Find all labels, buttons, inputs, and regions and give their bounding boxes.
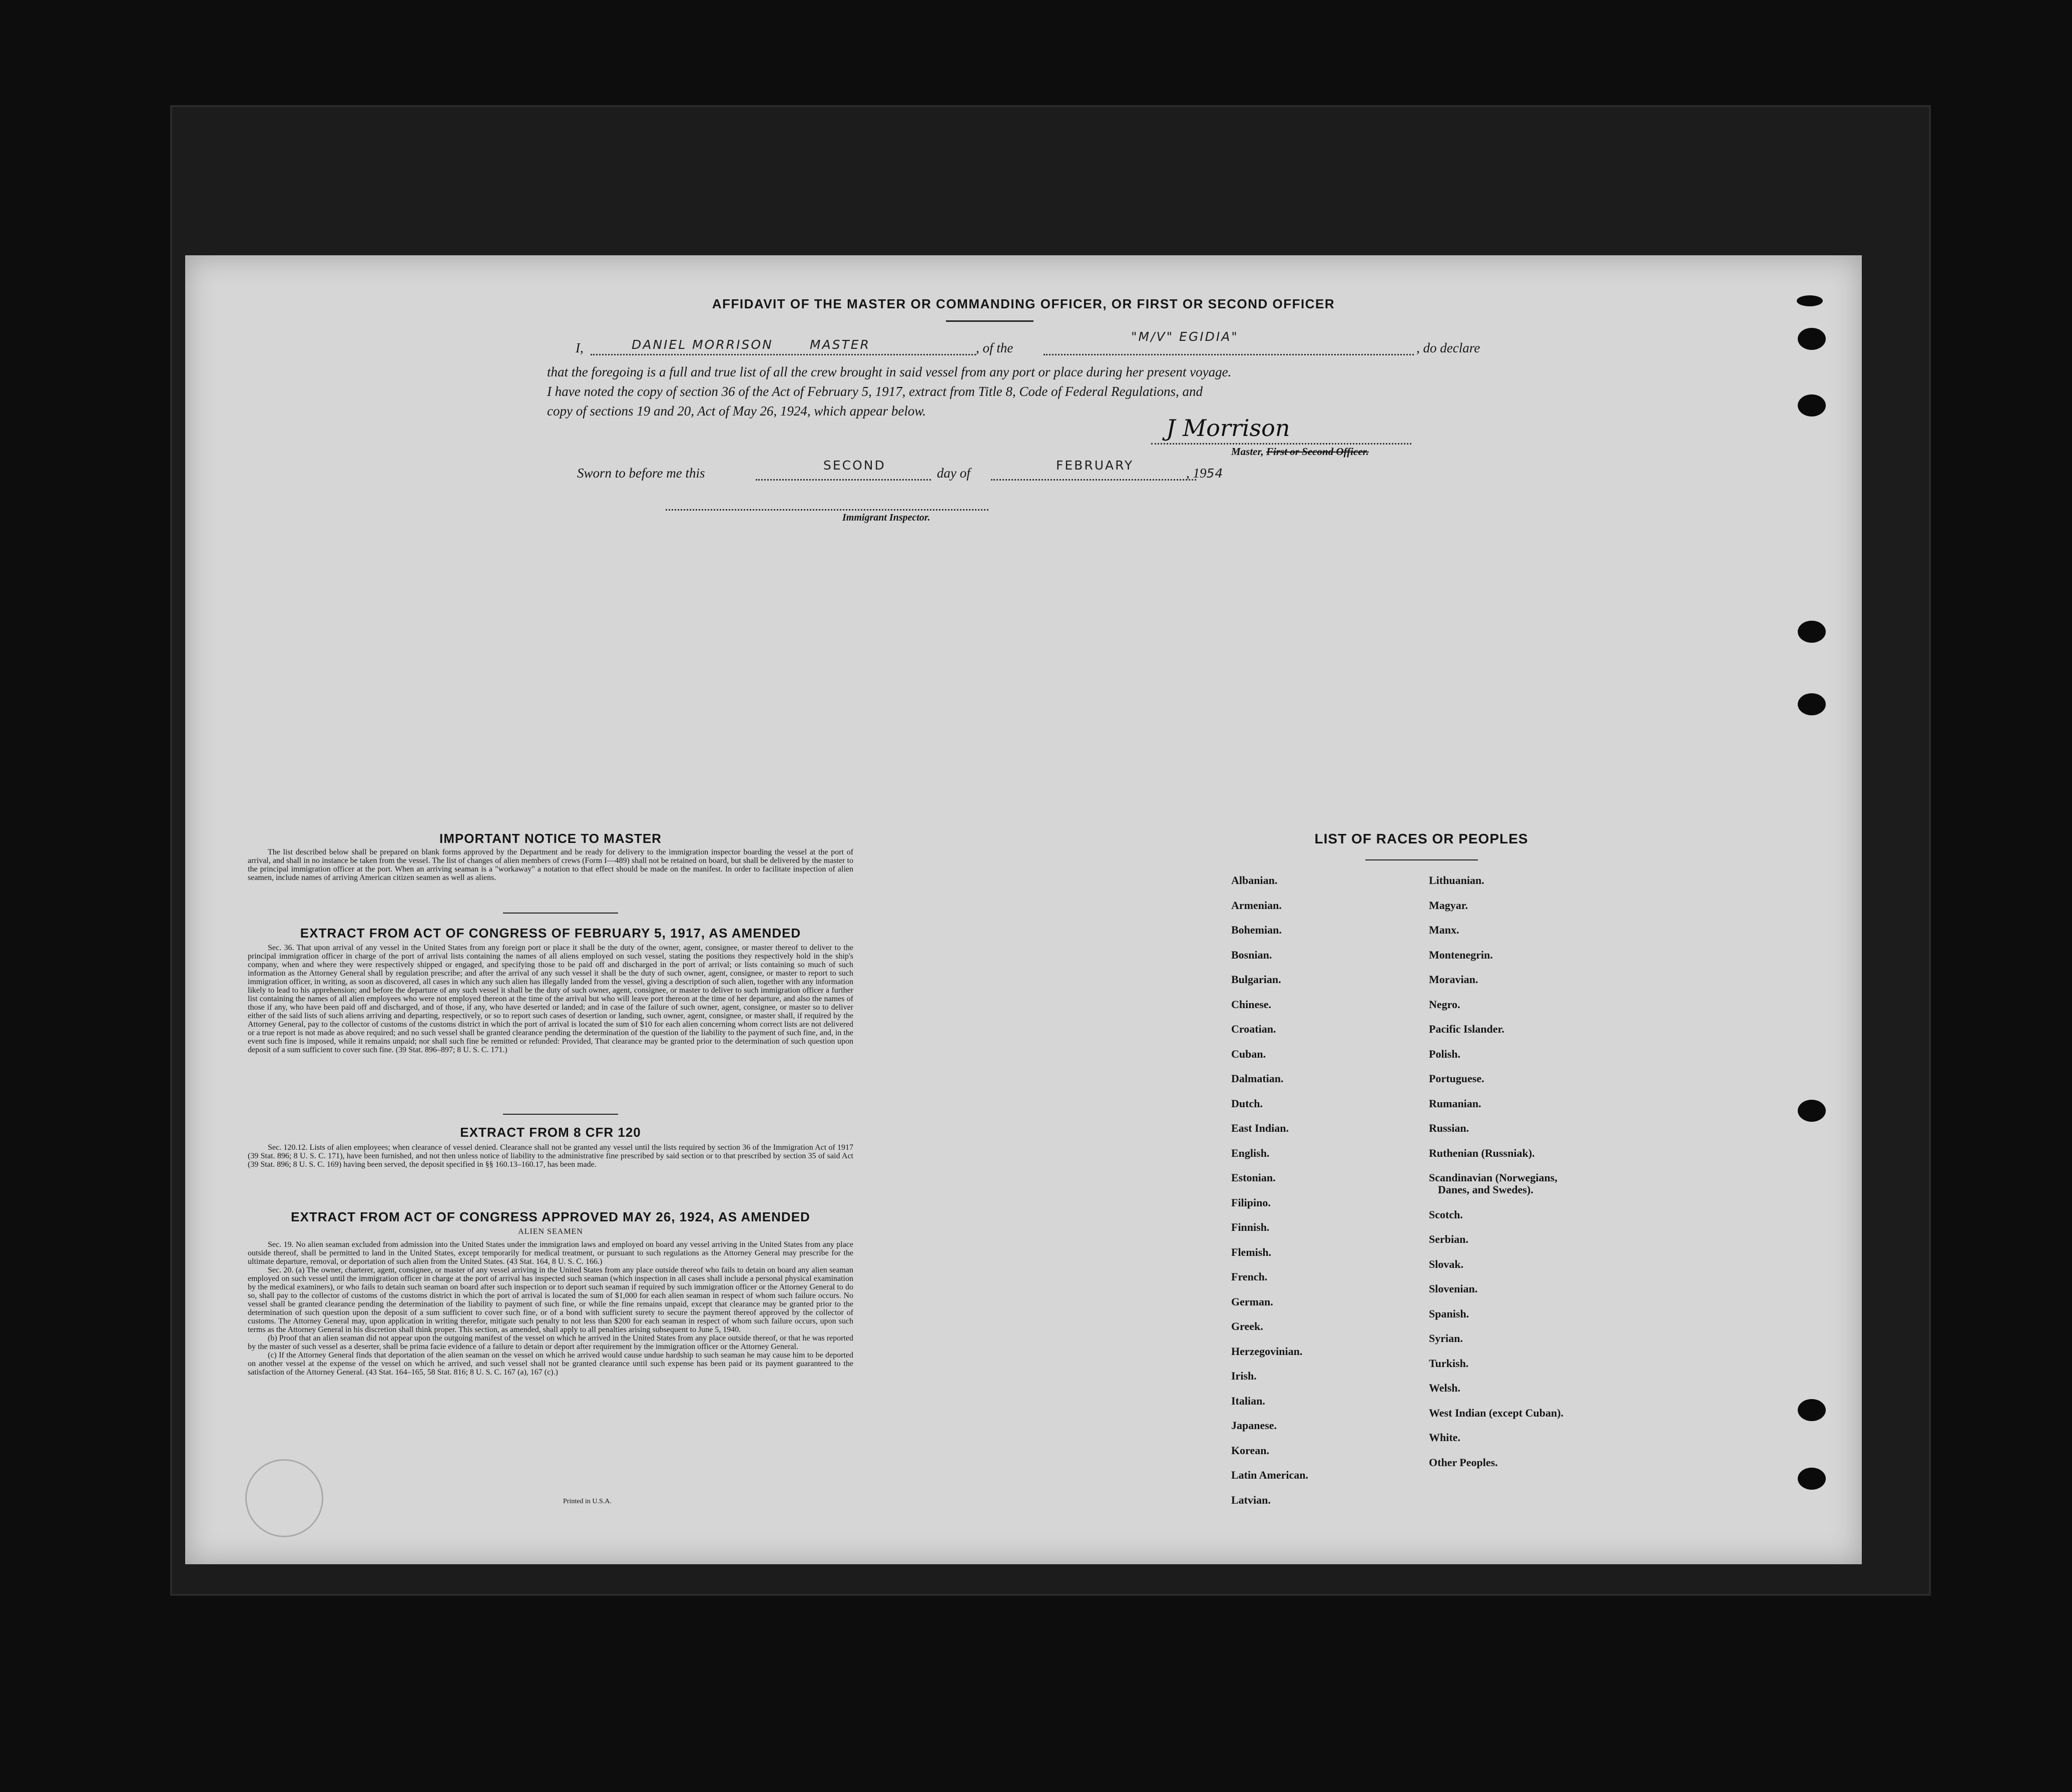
punch-hole — [1798, 1399, 1826, 1421]
race-item: Croatian. — [1231, 1023, 1276, 1035]
section-19-paragraph: Sec. 19. No alien seaman excluded from admission into the United States under the immigration laws and employed on board any vessel arriving in the United States from any place outside thereof, shall be permitted to land in the United States, except temporarily for medical treatment, or pursuant to such regulations as the Attorney General may prescribe for the ultimate departure, removal, or deportation of such alien from the United States. (43 Stat. 164, 8 U. S. C. 166.) — [248, 1240, 853, 1266]
master-name: DANIEL MORRISON — [632, 337, 773, 352]
line1-prefix: I, — [576, 340, 584, 355]
race-item: German. — [1231, 1295, 1273, 1308]
sworn-day: SECOND — [823, 458, 886, 473]
race-item: Montenegrin. — [1429, 948, 1493, 961]
race-item: Polish. — [1429, 1047, 1460, 1060]
race-item: Serbian. — [1429, 1233, 1468, 1245]
notice-title: IMPORTANT NOTICE TO MASTER — [439, 831, 662, 846]
signature-label — [1231, 445, 1369, 458]
race-item: Dutch. — [1231, 1097, 1263, 1110]
section-20b-paragraph: (b) Proof that an alien seaman did not appear upon the outgoing manifest of the vessel on which he arrived in the United States from any place outside thereof, or that he was reported by the master of such vessel as a deserter, shall be prima facie evidence of a failure to detain or deport after requirement by the immigration officer or the Attorney General. — [248, 1334, 853, 1351]
race-item: Flemish. — [1231, 1245, 1272, 1258]
race-item: Spanish. — [1429, 1307, 1469, 1320]
signature-dotline — [1151, 443, 1411, 444]
notice-paragraph: The list described below shall be prepared on blank forms approved by the Department and be ready for delivery to the immigration inspector boarding the vessel at the port of arrival, and shall in no instance be taken from the vessel. The list of changes of alien members of crews (Form I—489) shall not be retained on board, but shall be delivered by the master to the principal immigration officer at the port. When an arriving seaman is a "workaway" a notation to that effect should be made on the manifest. In order to facilitate inspection of alien seamen, include names of arriving American citizen seamen as well as aliens. — [248, 848, 853, 882]
of-the-text: , of the — [976, 340, 1013, 355]
race-item: Rumanian. — [1429, 1097, 1481, 1110]
race-item: Magyar. — [1429, 899, 1468, 912]
race-item: East Indian. — [1231, 1122, 1289, 1134]
punch-hole — [1798, 1100, 1826, 1122]
vessel-name: "M/V" EGIDIA" — [1131, 329, 1239, 344]
race-item: French. — [1231, 1270, 1268, 1283]
race-item: Italian. — [1231, 1394, 1265, 1407]
race-item: Turkish. — [1429, 1357, 1469, 1370]
year-suffix: 54 — [1206, 466, 1224, 481]
race-item: Slovak. — [1429, 1257, 1464, 1270]
affidavit-line1 — [576, 329, 1526, 360]
race-item: Pacific Islander. — [1429, 1023, 1504, 1035]
race-item: Finnish. — [1231, 1221, 1270, 1233]
affidavit-line3: I have noted the copy of section 36 of the Act of February 5, 1917, extract from Title 8, Code of Federal Regulations, and — [547, 384, 1203, 399]
signature-label-struck: First or Second Officer. — [1266, 445, 1369, 458]
inspector-dotline — [666, 509, 988, 511]
master-signature: J Morrison — [1166, 414, 1290, 441]
extract-1924-title: EXTRACT FROM ACT OF CONGRESS APPROVED MAY 26, 1924, AS AMENDED — [291, 1209, 810, 1224]
race-item: Welsh. — [1429, 1382, 1460, 1394]
section-20a-paragraph: Sec. 20. (a) The owner, charterer, agent, consignee, or master of any vessel arriving in the United States from any place outside thereof who fails to detain on board any alien seaman employed on such vessel until the immigration officer in charge at the port of arrival has inspected such seaman (which inspection in all cases shall include a personal physical examination by the medical examiners), or who fails to detain such seaman on board after such inspection or to deport such seaman if required by such immigration officer or the Attorney General to do so, shall pay to the collector of customs of the customs district in which the port of arrival is located the sum of $1,000 for each alien seaman in respect of whom such failure occurs. No vessel shall be granted clearance pending the determination of the liability to payment of such fine, or while the fine remains unpaid, except that clearance may be granted prior to the determination of such question upon the deposit of a sum sufficient to cover such fine, or of a bond with sufficient surety to secure the payment thereof approved by the collector of customs. The Attorney General may, upon application in writing therefor, mitigate such penalty to not less than $200 for each seaman in respect of whom such failure occurs, upon such terms as the Attorney General in his discretion shall think proper. This section, as amended, shall apply to all penalties arising subsequent to June 5, 1940. — [248, 1266, 853, 1334]
sworn-month: FEBRUARY — [1056, 458, 1134, 473]
race-item: Lithuanian. — [1429, 874, 1484, 886]
punch-hole — [1798, 621, 1826, 643]
sworn-prefix: Sworn to before me this — [577, 466, 705, 481]
punch-hole — [1798, 328, 1826, 350]
race-item: Moravian. — [1429, 973, 1478, 986]
extract-1917-paragraph: Sec. 36. That upon arrival of any vessel in the United States from any foreign port or place it shall be the duty of the owner, agent, consignee, or master thereof to deliver to the principal immigration officer in charge of the port of arrival lists containing the names of all aliens employed on such vessel, stating the positions they respectively hold in the ship's company, when and where they were respectively shipped or engaged, and specifying those to be paid off and discharged in the port of arrival; or lists containing so much of such information as the Attorney General shall by regulation prescribe; and after the arrival of any such vessel it shall be the duty of such owner, agent, consignee, or master to report to such immigration officer, in writing, as soon as discovered, all cases in which any such alien has illegally landed from the vessel, giving a description of such alien, together with any information likely to lead to his apprehension; and before the departure of any such vessel it shall be the duty of such owner, agent, consignee, or master to deliver to such immigration officer a further list containing the names of all alien employees who were not employed thereon at the time of the arrival but who will leave port thereon at the time of her departure, and also the names of those if any, who have been paid off and discharged, and of those, if any, who have deserted or landed; and in case of the failure of such owner, agent, consignee, or master so to deliver either of the said lists of such aliens arriving and departing, respectively, or so to report such cases of desertion or landing, such owner, agent, consignee, or master shall, if required by the Attorney General, pay to the collector of customs of the customs district in which the port of arrival is located the sum of $10 for each alien concerning whom correct lists are not delivered or a true report is not made as above required; and no such vessel shall be granted clearance pending the determination of the question of the liability to the payment of such fine, and, in the event such fine is imposed, while it remains unpaid; nor shall such fine be remitted or refunded: Provided, That clearance may be granted prior to the determination of such question upon deposit of a sum sufficient to cover such fine. (39 Stat. 896–897; 8 U. S. C. 171.) — [248, 944, 853, 1054]
affidavit-title: AFFIDAVIT OF THE MASTER OR COMMANDING OFFICER, OR FIRST OR SECOND OFFICER — [712, 296, 1335, 311]
race-item: Russian. — [1429, 1122, 1469, 1134]
race-item: Dalmatian. — [1231, 1072, 1284, 1085]
extract-1924-subtitle: ALIEN SEAMEN — [518, 1227, 583, 1236]
race-item: Filipino. — [1231, 1196, 1271, 1209]
inspector-label: Immigrant Inspector. — [842, 512, 930, 523]
race-item: Portuguese. — [1429, 1072, 1484, 1085]
race-item: Manx. — [1429, 924, 1459, 936]
race-item: Irish. — [1231, 1370, 1257, 1382]
extract-8cfr-paragraph: Sec. 120.12. Lists of alien employees; when clearance of vessel denied. Clearance shall not be granted any vessel until the lists required by section 36 of the Immigration Act of 1917 (39 Stat. 896; 8 U. S. C. 171), have been furnished, and not then unless notice of liability to the administrative fine prescribed by said section or to that prescribed by section 35 of said Act (39 Stat. 896; 8 U. S. C. 169) having been served, the deposit specified in §§ 160.13–160.17, has been made. — [248, 1143, 853, 1169]
race-item: Cuban. — [1231, 1047, 1266, 1060]
race-item: Other Peoples. — [1429, 1456, 1498, 1469]
extract-1917-rule — [503, 1114, 618, 1115]
race-item: White. — [1429, 1431, 1460, 1444]
race-item: Latin American. — [1231, 1469, 1308, 1481]
race-item: Chinese. — [1231, 998, 1272, 1011]
races-rule — [1365, 859, 1478, 860]
race-item: Albanian. — [1231, 874, 1278, 886]
races-col-2 — [1429, 874, 1564, 1481]
race-item: Syrian. — [1429, 1332, 1463, 1345]
section-20c-paragraph: (c) If the Attorney General finds that deportation of the alien seaman on the vessel on which he arrived would cause undue hardship to such seaman he may cause him to be deported on another vessel at the expense of the vessel on which he arrived, and such vessel shall not be granted clearance until such expense has been paid or its payment guaranteed to the satisfaction of the Attorney General. (43 Stat. 164–165, 58 Stat. 816; 8 U. S. C. 167 (a), 167 (c).) — [248, 1351, 853, 1377]
race-item: Greek. — [1231, 1320, 1263, 1332]
name-dotline — [591, 354, 976, 355]
sworn-year — [1186, 466, 1223, 481]
race-item: Scotch. — [1429, 1208, 1463, 1221]
race-item: Herzegovinian. — [1231, 1345, 1303, 1358]
extract-1917-title: EXTRACT FROM ACT OF CONGRESS OF FEBRUARY 5, 1917, AS AMENDED — [300, 926, 801, 941]
notice-rule — [503, 913, 618, 914]
race-item: Bosnian. — [1231, 948, 1272, 961]
race-item: Negro. — [1429, 998, 1460, 1011]
race-item: Slovenian. — [1429, 1282, 1478, 1295]
printed-in-usa: Printed in U.S.A. — [563, 1498, 612, 1505]
notice-text — [248, 848, 853, 882]
race-item: Bohemian. — [1231, 924, 1282, 936]
punch-hole — [1798, 394, 1826, 416]
document-page — [185, 255, 1862, 1564]
race-item: Korean. — [1231, 1444, 1269, 1457]
race-item: English. — [1231, 1146, 1270, 1159]
races-title: LIST OF RACES OR PEOPLES — [1314, 831, 1528, 846]
punch-hole — [1798, 693, 1826, 715]
race-item: Latvian. — [1231, 1493, 1271, 1506]
race-item: Japanese. — [1231, 1419, 1277, 1432]
race-item: Scandinavian (Norwegians, — [1429, 1171, 1558, 1184]
punch-hole — [1798, 1468, 1826, 1490]
race-item: Ruthenian (Russniak). — [1429, 1146, 1535, 1159]
do-declare-text: , do declare — [1416, 340, 1480, 355]
affidavit-line4: copy of sections 19 and 20, Act of May 26, 1924, which appear below. — [547, 403, 926, 418]
race-item: Danes, and Swedes). — [1438, 1183, 1533, 1196]
extract-1924-text — [248, 1240, 853, 1377]
sworn-month-dotline — [991, 479, 1196, 481]
day-of-text: day of — [937, 466, 970, 481]
title-rule — [946, 320, 1033, 322]
signature-label-master: Master, — [1231, 445, 1264, 458]
vessel-dotline — [1044, 354, 1414, 355]
extract-8cfr-text — [248, 1143, 853, 1169]
affidavit-line2: that the foregoing is a full and true list of all the crew brought in said vessel from any port or place during her present voyage. — [547, 364, 1232, 379]
extract-1917-text — [248, 944, 853, 1054]
year-prefix: , 19 — [1186, 466, 1207, 481]
sworn-day-dotline — [756, 479, 931, 481]
race-item: Armenian. — [1231, 899, 1282, 912]
faded-seal-stamp — [245, 1459, 323, 1537]
race-item: Bulgarian. — [1231, 973, 1281, 986]
race-item: Estonian. — [1231, 1171, 1276, 1184]
extract-8cfr-title: EXTRACT FROM 8 CFR 120 — [460, 1125, 641, 1140]
race-item: West Indian (except Cuban). — [1429, 1406, 1564, 1419]
races-col-1 — [1231, 874, 1308, 1519]
master-rank: MASTER — [810, 337, 870, 352]
